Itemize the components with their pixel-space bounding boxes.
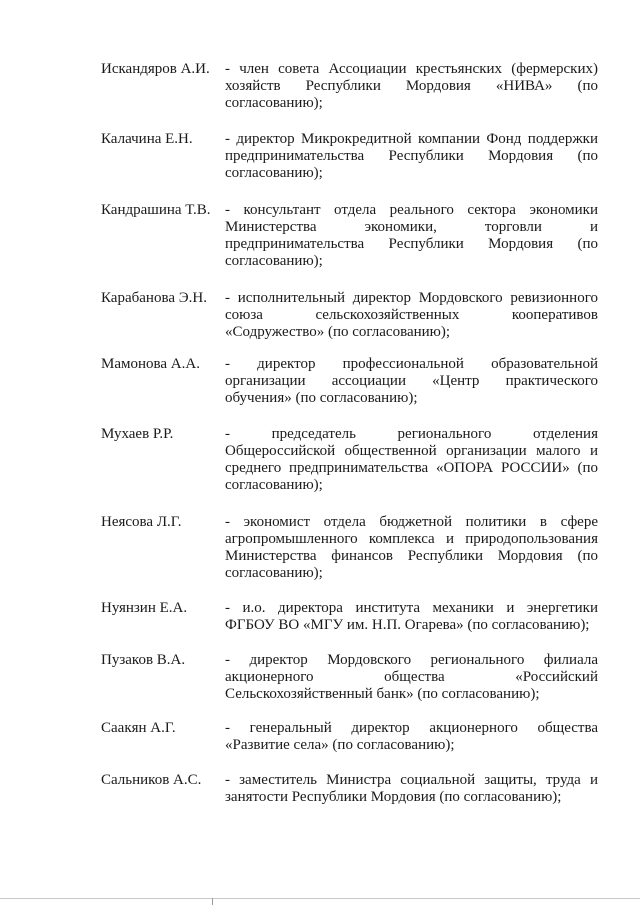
member-name: Пузаков В.А. (101, 652, 186, 668)
member-position: - директор профессиональной образовательной организации ассоциации «Центр практического обучения» (по согласованию); (225, 356, 598, 406)
member-name: Нуянзин Е.А. (101, 600, 188, 616)
page-edge-divider (0, 898, 640, 899)
member-position: - экономист отдела бюджетной политики в сфере агропромышленного комплекса и природопользования Министерства финансов Республики Мордовия (по согласованию); (225, 514, 598, 581)
member-name: Неясова Л.Г. (101, 514, 182, 530)
member-position: - консультант отдела реального сектора экономики Министерства экономики, торговли и предпринимательства Республики Мордовия (по согласованию); (225, 202, 598, 269)
member-name: Мамонова А.А. (101, 356, 200, 372)
member-name: Калачина Е.Н. (101, 131, 193, 147)
member-position: - исполнительный директор Мордовского ревизионного союза сельскохозяйственных кооперативов «Содружество» (по согласованию); (225, 290, 598, 340)
member-position: - директор Мордовского регионального филиала акционерного общества «Российский Сельскохозяйственный банк» (по согласованию); (225, 652, 598, 702)
member-position: - и.о. директора института механики и энергетики ФГБОУ ВО «МГУ им. Н.П. Огарева» (по согласованию); (225, 600, 598, 633)
member-name: Искандяров А.И. (101, 61, 210, 77)
member-name: Кандрашина Т.В. (101, 202, 211, 218)
member-position: - генеральный директор акционерного общества «Развитие села» (по согласованию); (225, 720, 598, 753)
member-position: - заместитель Министра социальной защиты, труда и занятости Республики Мордовия (по согласованию); (225, 772, 598, 805)
page-edge-mark (212, 898, 213, 905)
member-name: Сальников А.С. (101, 772, 202, 788)
member-name: Карабанова Э.Н. (101, 290, 207, 306)
member-name: Мухаев Р.Р. (101, 426, 174, 442)
member-position: - директор Микрокредитной компании Фонд поддержки предпринимательства Республики Мордовия (по согласованию); (225, 131, 598, 181)
member-name: Саакян А.Г. (101, 720, 176, 736)
member-position: - член совета Ассоциации крестьянских (фермерских) хозяйств Республики Мордовия «НИВА» (по согласованию); (225, 61, 598, 111)
member-position: - председатель регионального отделения Общероссийской общественной организации малого и среднего предпринимательства «ОПОРА РОССИИ» (по согласованию); (225, 426, 598, 493)
